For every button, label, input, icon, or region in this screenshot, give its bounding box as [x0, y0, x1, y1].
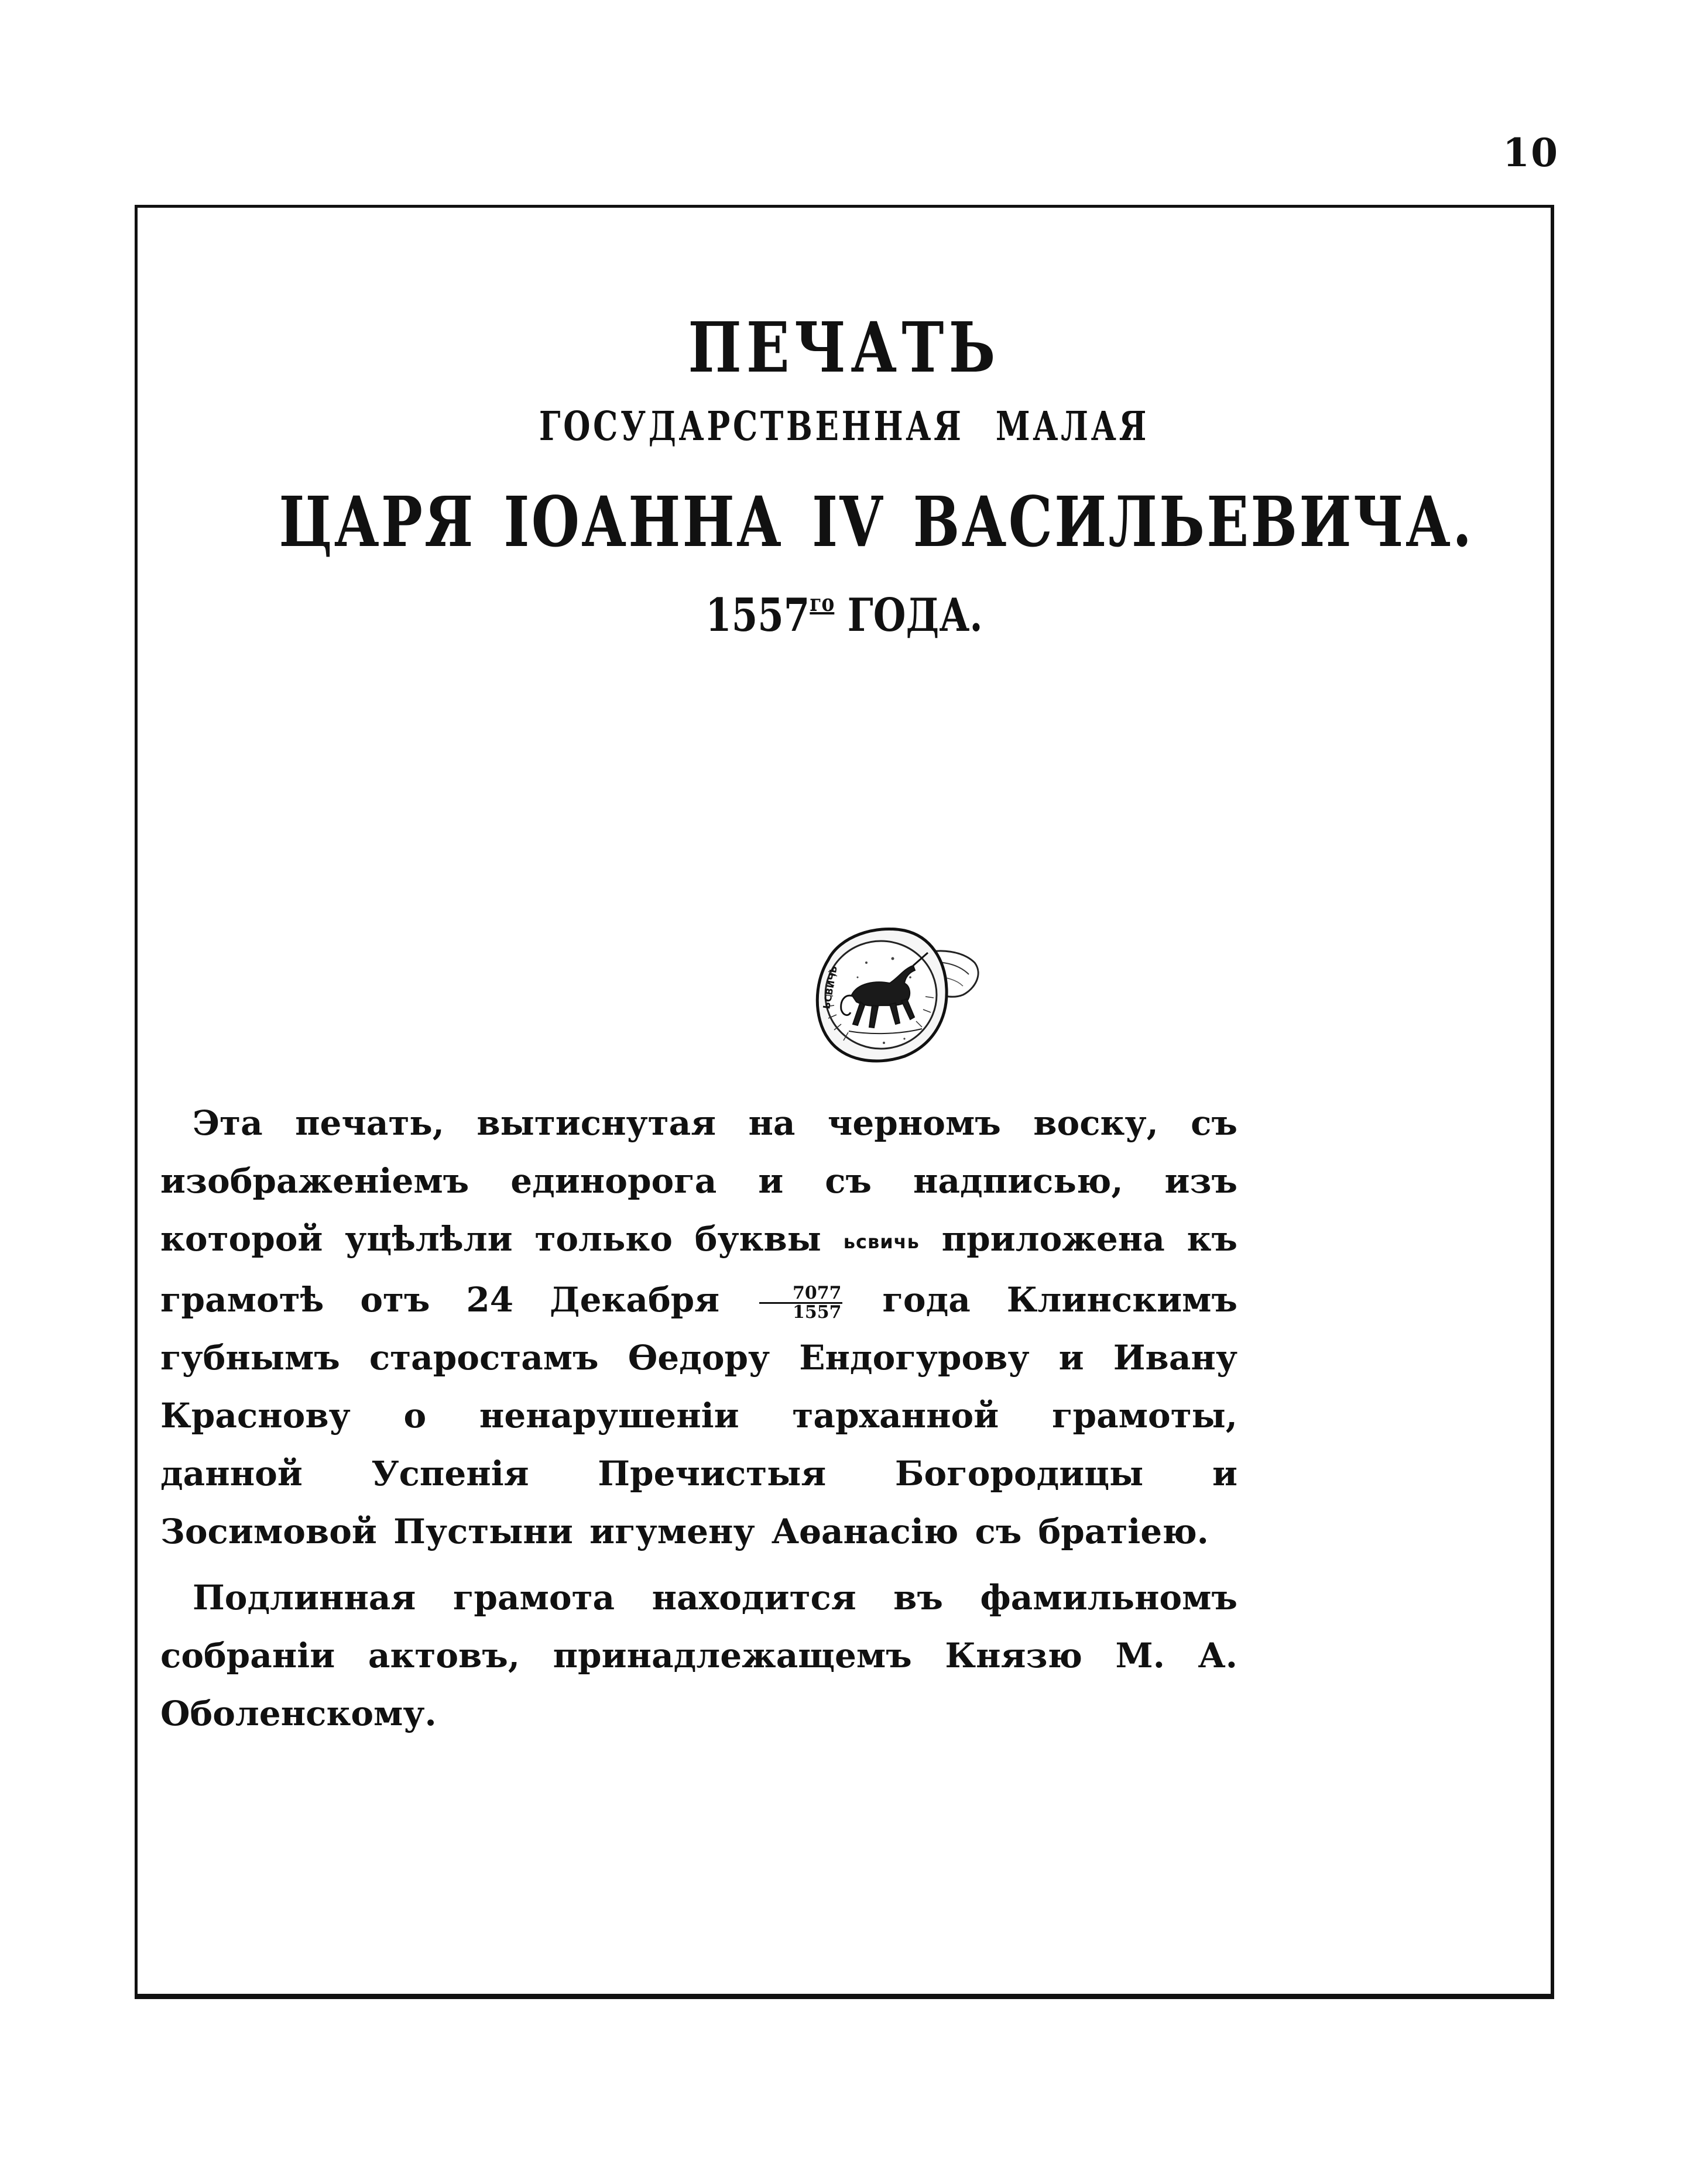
seal-impression-icon [787, 907, 998, 1083]
svg-text:ЬСВИЧЬ: ЬСВИЧЬ [821, 964, 839, 1010]
year-suffix: го [810, 589, 835, 617]
page-number: 10 [1503, 130, 1559, 176]
date-fraction-denominator: 1557 [792, 1302, 842, 1323]
paragraph-1-part-a: Эта печать, вытиснутая на черномъ воску, съ изображеніемъ единорога и съ надписью, изъ которой уцѣлѣли только буквы [160, 1103, 1237, 1259]
title-ruler: ЦАРЯ ІОАННА IV ВАСИЛЬЕВИЧА. [279, 481, 1474, 562]
title-block [138, 307, 1551, 642]
date-fraction [759, 1282, 843, 1323]
year-word: ГОДА. [847, 589, 983, 642]
title-subtitle: ГОСУДАРСТВЕННАЯ МАЛАЯ [539, 403, 1150, 450]
seal-image [787, 907, 998, 1083]
paragraph-1-part-b: приложена къ грамотѣ отъ 24 Декабря [160, 1219, 1237, 1320]
description-paragraph-1 [160, 1094, 1237, 1561]
title-main: ПЕЧАТЬ [688, 307, 1000, 388]
date-fraction-numerator: 7077 [759, 1285, 843, 1304]
inscription-fragment: ьсвичь [843, 1231, 920, 1253]
title-year-line [265, 589, 1423, 642]
description-paragraph-2: Подлинная грамота находится въ фамильномъ собраніи актовъ, принадлежащемъ Князю М. А. Оболенскому. [160, 1578, 1237, 1733]
description-text [160, 1094, 1237, 1743]
paragraph-1-part-c: года Клинскимъ губнымъ старостамъ Ѳедору Ендогурову и Ивану Краснову о ненарушеніи тарханной грамоты, данной Успенія Пречистыя Богородицы и Зосимовой Пустыни игумену Аѳанасію съ братіею. [160, 1280, 1237, 1551]
year-number: 1557 [705, 589, 810, 642]
